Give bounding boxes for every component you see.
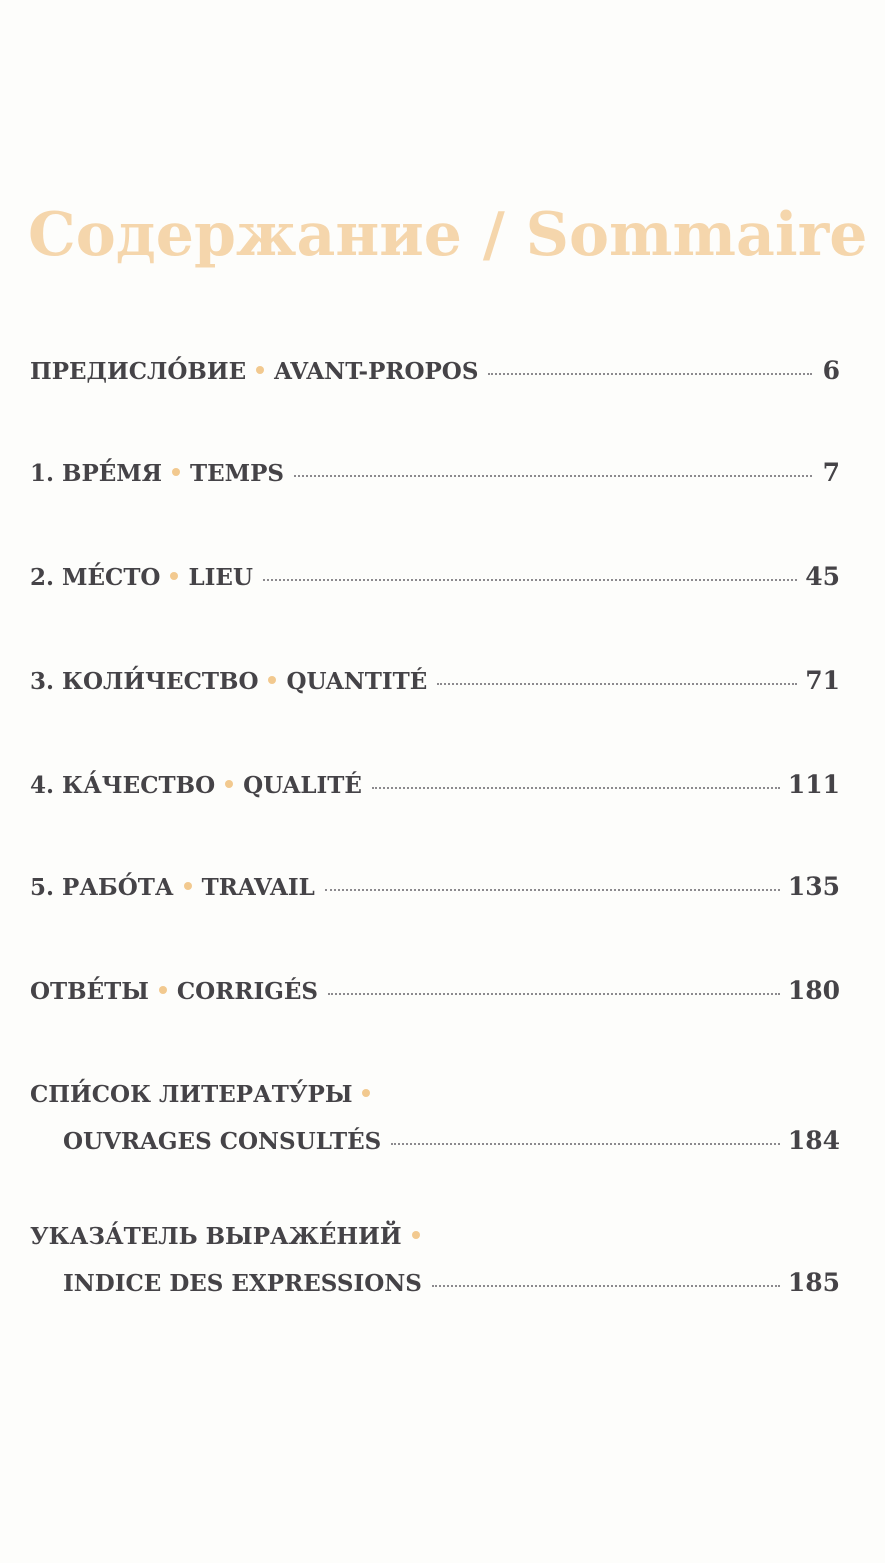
dot-leader xyxy=(328,993,780,995)
bullet-icon xyxy=(412,1231,420,1239)
toc-page-number: 184 xyxy=(787,1126,840,1155)
toc-title-fr: QUANTITÉ xyxy=(286,668,428,695)
toc-title-ru: 3. КОЛИ́ЧЕСТВО xyxy=(30,668,259,695)
dot-leader xyxy=(432,1285,780,1287)
dot-leader xyxy=(372,787,780,789)
bullet-icon xyxy=(268,676,276,684)
toc-title-ru: 1. ВРЕ́МЯ xyxy=(30,460,163,487)
toc-line xyxy=(30,870,840,904)
bullet-icon xyxy=(225,780,233,788)
toc-title-ru: 4. КА́ЧЕСТВО xyxy=(30,772,216,799)
bullet-icon xyxy=(159,986,167,994)
bullet-icon xyxy=(170,572,178,580)
toc-title-fr: INDICE DES EXPRESSIONS xyxy=(63,1270,422,1297)
toc-title-ru: ПРЕДИСЛО́ВИЕ xyxy=(30,358,247,385)
toc-title-fr: QUALITÉ xyxy=(243,772,362,799)
dot-leader xyxy=(391,1143,780,1145)
bullet-icon xyxy=(184,882,192,890)
toc-line xyxy=(30,560,840,594)
toc-entry-qualite[interactable] xyxy=(30,768,840,802)
toc-line xyxy=(30,1220,840,1254)
toc-line xyxy=(30,354,840,388)
toc-entry-temps[interactable] xyxy=(30,456,840,490)
toc-line xyxy=(30,1078,840,1112)
toc-line xyxy=(30,1124,840,1158)
toc-entry-corriges[interactable] xyxy=(30,974,840,1008)
toc-title-fr: AVANT-PROPOS xyxy=(274,358,479,385)
toc-page-number: 135 xyxy=(787,872,840,901)
toc-line xyxy=(30,974,840,1008)
dot-leader xyxy=(263,579,797,581)
toc-entry-travail[interactable] xyxy=(30,870,840,904)
toc-page-number: 7 xyxy=(822,458,840,487)
toc-title-fr: TEMPS xyxy=(190,460,285,487)
dot-leader xyxy=(437,683,797,685)
dot-leader xyxy=(488,373,812,375)
toc-title-ru: 2. МЕ́СТО xyxy=(30,564,161,591)
toc-title-ru: 5. РАБО́ТА xyxy=(30,874,174,901)
toc-page-number: 71 xyxy=(805,666,840,695)
page-title: Содержание / Sommaire xyxy=(28,200,868,270)
dot-leader xyxy=(294,475,812,477)
toc-line xyxy=(30,768,840,802)
bullet-icon xyxy=(362,1089,370,1097)
toc-page-number: 111 xyxy=(787,770,840,799)
bullet-icon xyxy=(172,468,180,476)
toc-page-number: 6 xyxy=(822,356,840,385)
toc-title-fr: OUVRAGES CONSULTÉS xyxy=(63,1128,382,1155)
bullet-icon xyxy=(256,366,264,374)
toc-title-fr: TRAVAIL xyxy=(201,874,315,901)
toc-entry-avant-propos[interactable] xyxy=(30,354,840,388)
toc-page-number: 185 xyxy=(787,1268,840,1297)
toc-page-number: 45 xyxy=(805,562,840,591)
toc-title-fr: LIEU xyxy=(188,564,253,591)
toc-title-fr: CORRIGÉS xyxy=(176,978,318,1005)
toc-entry-ouvrages-consultes[interactable] xyxy=(30,1078,840,1158)
dot-leader xyxy=(325,889,780,891)
toc-line xyxy=(30,456,840,490)
toc-title-ru: СПИ́СОК ЛИТЕРАТУ́РЫ xyxy=(30,1081,353,1108)
toc-entry-indice-des-expressions[interactable] xyxy=(30,1220,840,1300)
toc-page-number: 180 xyxy=(787,976,840,1005)
toc-entry-lieu[interactable] xyxy=(30,560,840,594)
toc-entry-quantite[interactable] xyxy=(30,664,840,698)
toc-title-ru: ОТВЕ́ТЫ xyxy=(30,978,149,1005)
toc-title-ru: УКАЗА́ТЕЛЬ ВЫРАЖЕ́НИЙ xyxy=(30,1223,402,1250)
toc-line xyxy=(30,664,840,698)
toc-line xyxy=(30,1266,840,1300)
